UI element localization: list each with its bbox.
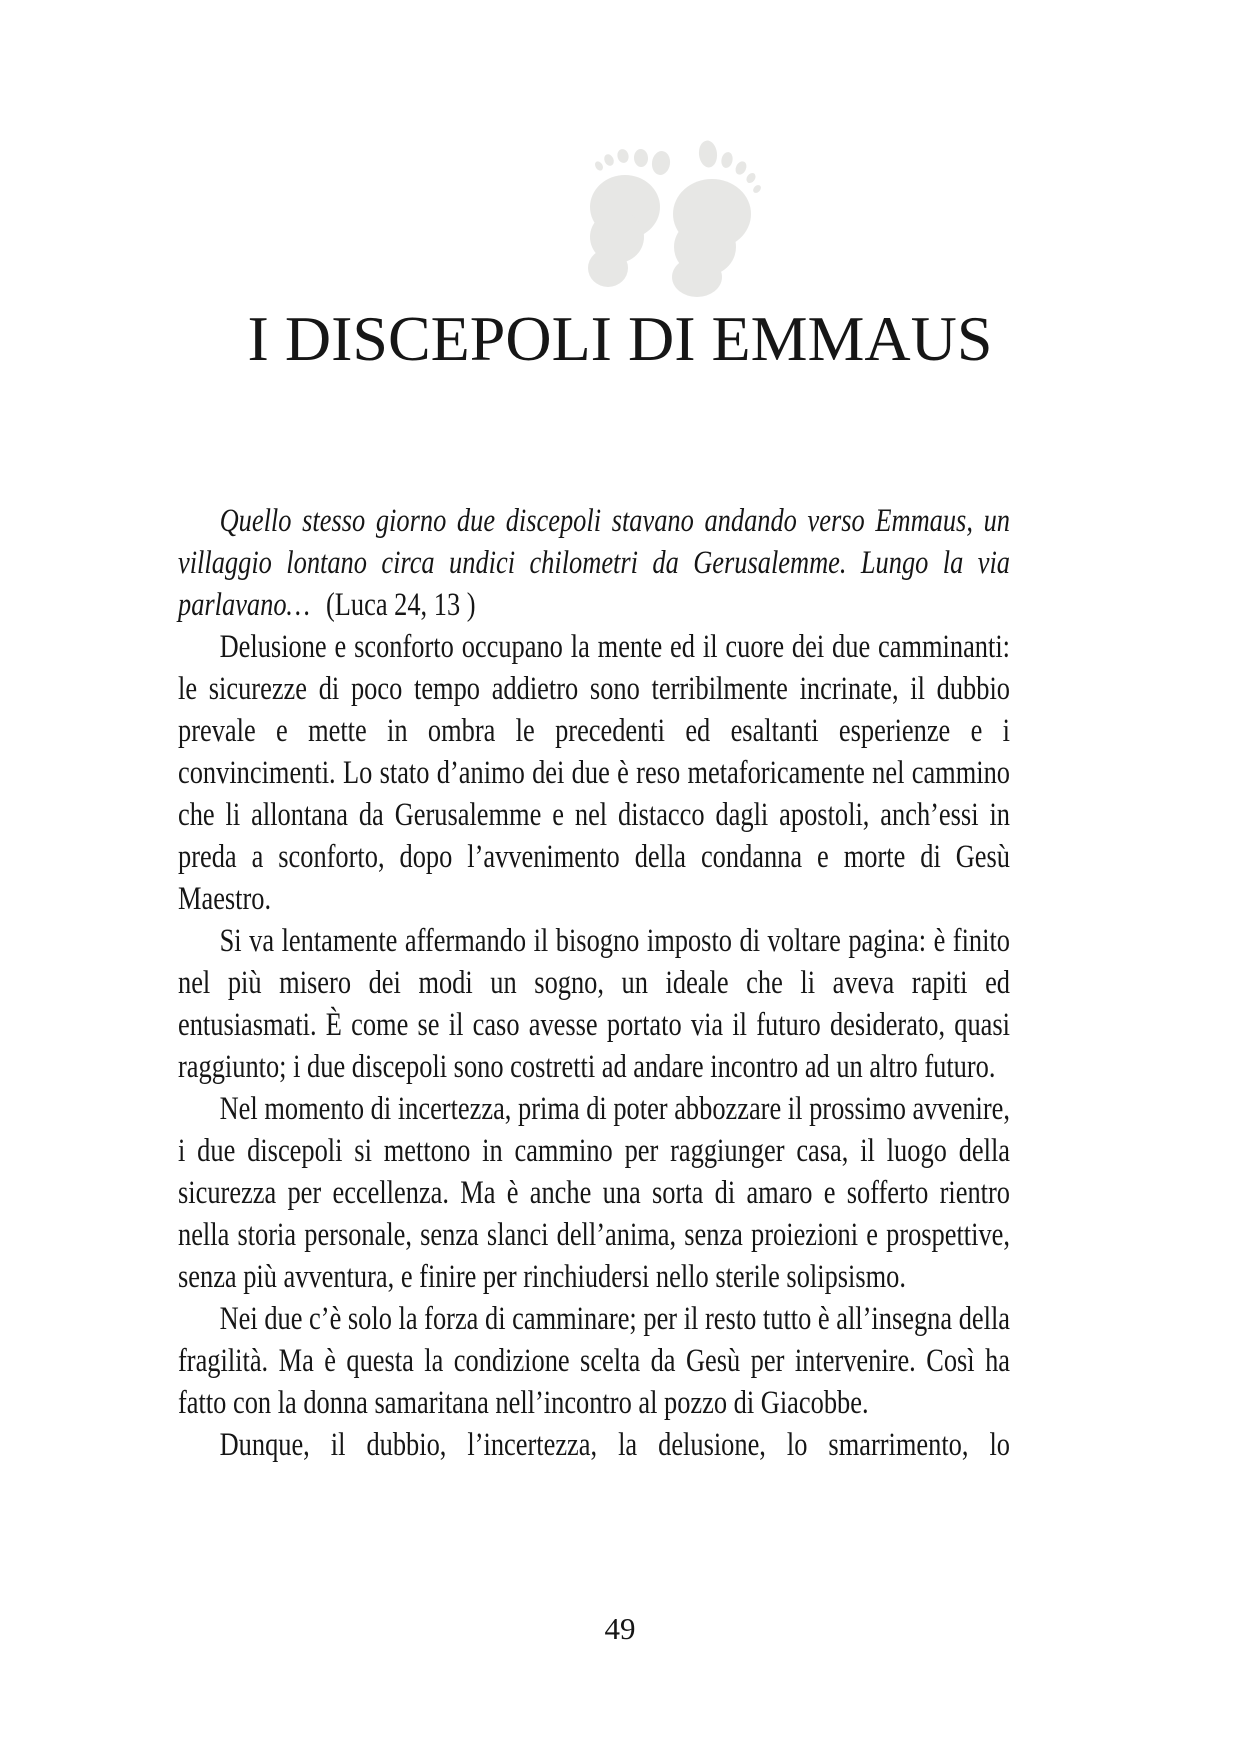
page-number: 49 — [604, 1611, 636, 1646]
quote-reference: (Luca 24, 13 ) — [326, 587, 476, 623]
body-paragraph: Delusione e sconforto occupano la mente ed il cuore dei due camminanti: le sicurezze di poco tempo addietro sono terribilmente incrinate, il dubbio prevale e mette in ombra le precedenti ed esaltanti esperienze e i convincimenti. Lo stato d’animo dei due è reso metaforicamente nel cammino che li allontana da Gerusalemme e nel distacco dagli apostoli, anch’essi in preda a sconforto, dopo l’avvenimento della condanna e morte di Gesù Maestro. — [178, 629, 1011, 917]
body-paragraph: Nel momento di incertezza, prima di poter abbozzare il prossimo avvenire, i due discepoli si mettono in cammino per raggiunger casa, il luogo della sicurezza per eccellenza. Ma è anche una sorta di amaro e sofferto rientro nella storia personale, senza slanci dell’anima, senza proiezioni e prospettive, senza più avventura, e finire per rinchiudersi nello sterile solipsismo. — [178, 1091, 1011, 1295]
body-paragraph: Si va lentamente affermando il bisogno imposto di voltare pagina: è finito nel più misero dei modi un sogno, un ideale che li aveva rapiti ed entusiasmati. È come se il caso avesse portato via il futuro desiderato, quasi raggiunto; i due discepoli sono costretti ad andare incontro ad un altro futuro. — [178, 923, 1011, 1085]
page-content — [178, 500, 1010, 1466]
chapter-title: I DISCEPOLI DI EMMAUS — [247, 303, 993, 374]
body-paragraph-continued: Dunque, il dubbio, l’incertezza, la delusione, lo smarrimento, lo — [219, 1427, 1011, 1463]
quote-text: Quello stesso giorno due discepoli stavano andando verso Emmaus, un villaggio lontano circa undici chilometri da Gerusalemme. Lungo la via parlavano… — [178, 503, 1011, 623]
body-paragraph: Nei due c’è solo la forza di camminare; per il resto tutto è all’insegna della fragilità. Ma è questa la condizione scelta da Gesù per intervenire. Così ha fatto con la donna samaritana nell’incontro al pozzo di Giacobbe. — [178, 1301, 1011, 1421]
scripture-quote — [178, 500, 1010, 626]
footprints-icon — [575, 132, 775, 307]
